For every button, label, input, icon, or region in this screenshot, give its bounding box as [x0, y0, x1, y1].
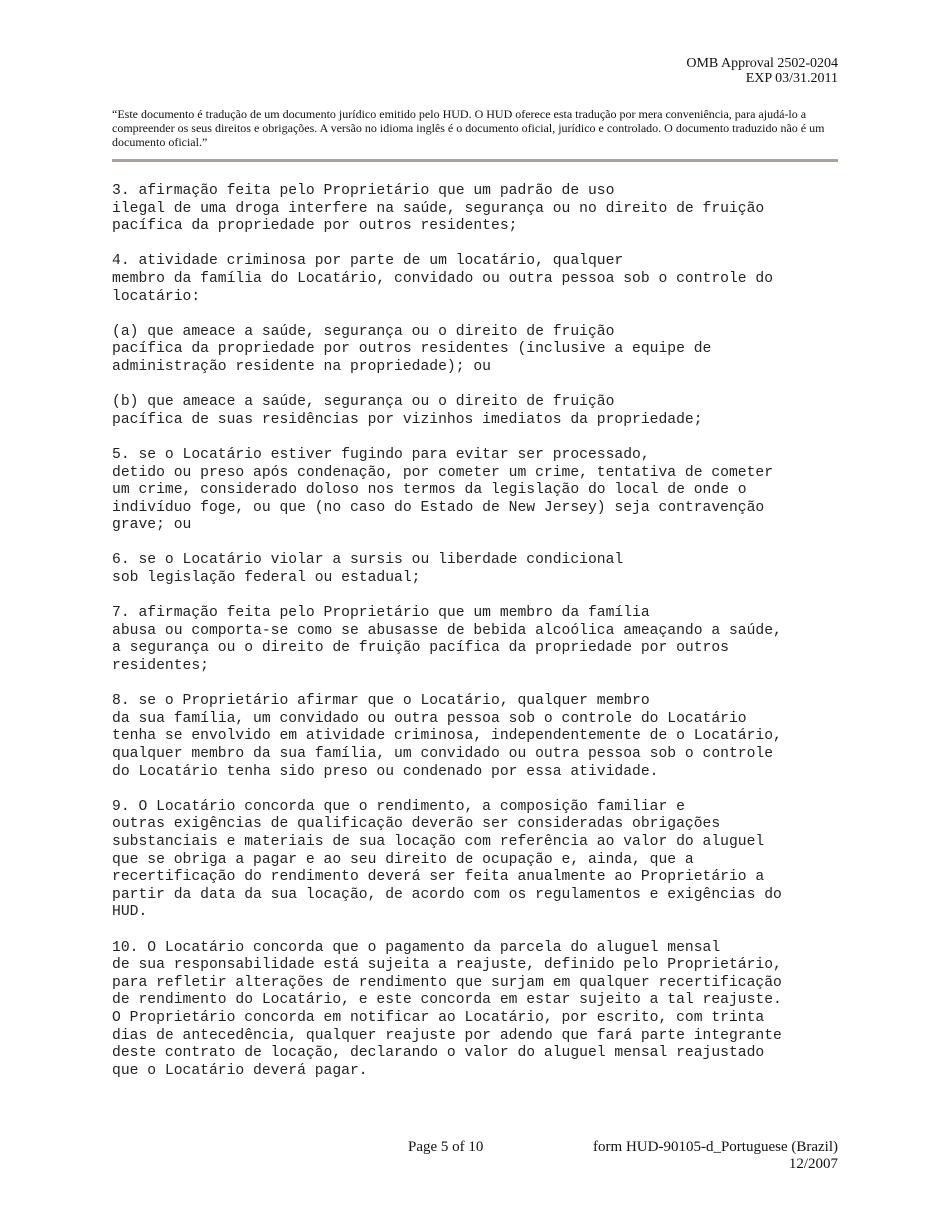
clause-8: 8. se o Proprietário afirmar que o Locatário, qualquer membro da sua família, um convidado ou outra pessoa sob o controle do Locatário tenha se envolvido em atividade criminosa, independentemente de o Locatário, qualquer membro da sua família, um convidado ou outra pessoa sob o controle do Locatário tenha sido preso ou condenado por essa atividade.	[112, 693, 782, 780]
omb-approval-block	[686, 56, 838, 86]
clause-5: 5. se o Locatário estiver fugindo para evitar ser processado, detido ou preso após condenação, por cometer um crime, tentativa de cometer um crime, considerado doloso nos termos da legislação do local de onde o indivíduo foge, ou que (no caso do Estado de New Jersey) seja contravenção grave; ou	[112, 446, 774, 534]
clause-6: 6. se o Locatário violar a sursis ou liberdade condicional sob legislação federal ou estadual;	[112, 552, 624, 587]
form-identifier: form HUD-90105-d_Portuguese (Brazil)	[593, 1139, 838, 1155]
page-number: Page 5 of 10	[408, 1139, 484, 1155]
document-body	[112, 183, 852, 1098]
clause-4b: (b) que ameace a saúde, segurança ou o direito de fruição pacífica de suas residências por vizinhos imediatos da propriedade;	[112, 394, 703, 428]
form-date: 12/2007	[788, 1156, 838, 1172]
clause-4a: (a) que ameace a saúde, segurança ou o direito de fruição pacífica da propriedade por outros residentes (inclusive a equipe de administração residente na propriedade); ou	[112, 323, 712, 375]
section-9: 9. O Locatário concorda que o rendimento, a composição familiar e outras exigências de qualificação deverão ser consideradas obrigações substanciais e materiais de sua locação com referência ao valor do aluguel que se obriga a pagar e ao seu direito de ocupação e, ainda, que a recertificação do rendimento deverá ser feita anualmente ao Proprietário a partir da data da sua locação, de acordo com os regulamentos e exigências do HUD.	[112, 798, 782, 921]
form-identifier-block	[593, 1139, 838, 1173]
section-10: 10. O Locatário concorda que o pagamento da parcela do aluguel mensal de sua responsabilidade está sujeita a reajuste, definido pelo Proprietário, para refletir alterações de rendimento que surjam em qualquer recertificação de rendimento do Locatário, e este concorda em estar sujeito a tal reajuste. O Proprietário concorda em notificar ao Locatário, por escrito, com trinta dias de antecedência, qualquer reajuste por adendo que fará parte integrante deste contrato de locação, declarando o valor do aluguel mensal reajustado que o Locatário deverá pagar.	[112, 939, 782, 1079]
clause-4: 4. atividade criminosa por parte de um locatário, qualquer membro da família do Locatário, convidado ou outra pessoa sob o controle do locatário:	[112, 253, 774, 305]
translation-disclaimer: “Este documento é tradução de um documento jurídico emitido pelo HUD. O HUD oferece esta tradução por mera conveniência, para ajudá-lo a compreender os seus direitos e obrigações. A versão no idioma inglês é o documento oficial, jurídico e controlado. O documento traduzido não é um documento oficial.”	[112, 107, 825, 149]
omb-expiration: EXP 03/31.2011	[745, 71, 838, 86]
clause-7: 7. afirmação feita pelo Proprietário que um membro da família abusa ou comporta-se como se abusasse de bebida alcoólica ameaçando a saúde, a segurança ou o direito de fruição pacífica da propriedade por outros residentes;	[112, 605, 782, 675]
omb-approval-number: OMB Approval 2502-0204	[686, 56, 838, 71]
clause-3: 3. afirmação feita pelo Proprietário que um padrão de uso ilegal de uma droga interfere na saúde, segurança ou no direito de fruição pacífica da propriedade por outros residentes;	[112, 183, 765, 235]
header-divider	[112, 159, 838, 162]
